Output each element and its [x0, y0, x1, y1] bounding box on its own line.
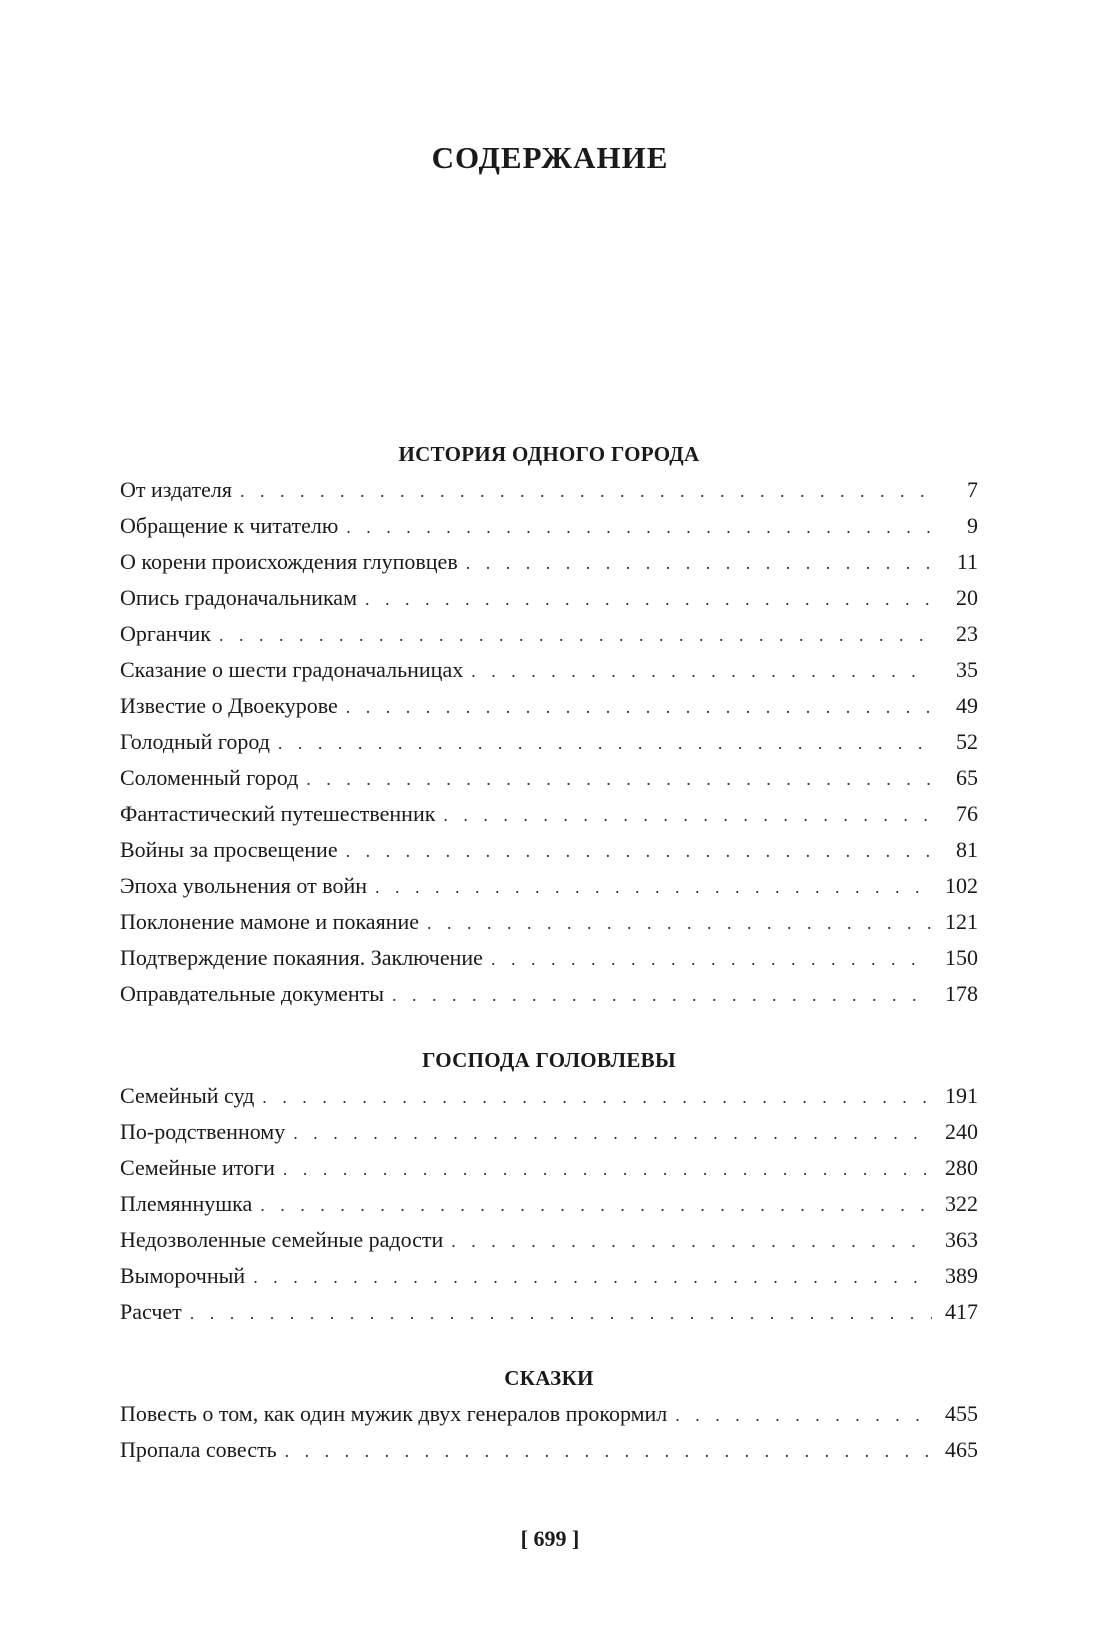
- toc-entry: [120, 472, 978, 508]
- entry-page-number: 455: [945, 1401, 978, 1426]
- toc-entry: [120, 796, 978, 832]
- entry-page-number: 389: [945, 1263, 978, 1288]
- entry-title: Семейный суд: [120, 1083, 255, 1108]
- entry-page-number: 363: [945, 1227, 978, 1252]
- entry-page-number: 7: [967, 477, 978, 502]
- dot-leader: [427, 905, 932, 941]
- toc-entry: [120, 580, 978, 616]
- toc-entry: [120, 832, 978, 868]
- toc-section: [120, 436, 978, 1012]
- entry-page-number: 417: [945, 1299, 978, 1324]
- dot-leader: [375, 869, 932, 905]
- dot-leader: [260, 1187, 932, 1223]
- entry-title: Повесть о том, как один мужик двух генералов прокормил: [120, 1401, 668, 1426]
- entry-title: Семейные итоги: [120, 1155, 275, 1180]
- entry-title: Соломенный город: [120, 765, 299, 790]
- entry-title: Обращение к читателю: [120, 513, 339, 538]
- entry-title: Известие о Двоекурове: [120, 693, 338, 718]
- toc-entry: [120, 1258, 978, 1294]
- toc-entry: [120, 976, 978, 1012]
- entry-page-number: 35: [956, 657, 978, 682]
- dot-leader: [471, 653, 932, 689]
- entry-page-number: 280: [945, 1155, 978, 1180]
- dot-leader: [346, 833, 932, 869]
- dot-leader: [285, 1433, 932, 1469]
- toc-entry: [120, 544, 978, 580]
- entry-title: Подтверждение покаяния. Заключение: [120, 945, 483, 970]
- entry-page-number: 121: [945, 909, 978, 934]
- dot-leader: [392, 977, 932, 1013]
- section-heading: СКАЗКИ: [504, 1366, 594, 1390]
- entry-title: Сказание о шести градоначальницах: [120, 657, 464, 682]
- toc-entry: [120, 868, 978, 904]
- dot-leader: [346, 689, 932, 725]
- toc-entry: [120, 1396, 978, 1432]
- toc-entry: [120, 1432, 978, 1468]
- toc-entry: [120, 616, 978, 652]
- toc-entry: [120, 1294, 978, 1330]
- dot-leader: [306, 761, 932, 797]
- entry-title: По-родственному: [120, 1119, 286, 1144]
- dot-leader: [240, 473, 932, 509]
- entry-title: О корени происхождения глуповцев: [120, 549, 458, 574]
- dot-leader: [262, 1079, 932, 1115]
- dot-leader: [443, 797, 932, 833]
- toc-entry: [120, 1150, 978, 1186]
- entry-title: Расчет: [120, 1299, 182, 1324]
- entry-page-number: 102: [945, 873, 978, 898]
- section-heading: ИСТОРИЯ ОДНОГО ГОРОДА: [398, 442, 700, 466]
- toc-entry: [120, 688, 978, 724]
- entry-page-number: 322: [945, 1191, 978, 1216]
- entry-title: От издателя: [120, 477, 232, 502]
- entry-page-number: 178: [945, 981, 978, 1006]
- dot-leader: [466, 545, 932, 581]
- dot-leader: [253, 1259, 932, 1295]
- page-number: [ 699 ]: [520, 1526, 580, 1551]
- toc-entry: [120, 1186, 978, 1222]
- entry-title: Эпоха увольнения от войн: [120, 873, 367, 898]
- entry-page-number: 20: [956, 585, 978, 610]
- toc-entry: [120, 760, 978, 796]
- dot-leader: [346, 509, 932, 545]
- entry-title: Племяннушка: [120, 1191, 253, 1216]
- toc-section: [120, 1360, 978, 1468]
- toc-entry: [120, 940, 978, 976]
- dot-leader: [675, 1397, 932, 1433]
- dot-leader: [283, 1151, 932, 1187]
- entry-title: Голодный город: [120, 729, 270, 754]
- entry-page-number: 9: [967, 513, 978, 538]
- entry-title: Недозволенные семейные радости: [120, 1227, 444, 1252]
- toc-section: [120, 1042, 978, 1330]
- section-heading: ГОСПОДА ГОЛОВЛЕВЫ: [422, 1048, 676, 1072]
- entry-title: Органчик: [120, 621, 211, 646]
- dot-leader: [190, 1295, 932, 1331]
- entry-page-number: 81: [956, 837, 978, 862]
- entry-title: Опись градоначальникам: [120, 585, 357, 610]
- entry-page-number: 49: [956, 693, 978, 718]
- toc-entry: [120, 1114, 978, 1150]
- entry-page-number: 240: [945, 1119, 978, 1144]
- entry-page-number: 465: [945, 1437, 978, 1462]
- entry-title: Пропала совесть: [120, 1437, 277, 1462]
- entry-page-number: 11: [956, 549, 978, 574]
- dot-leader: [293, 1115, 932, 1151]
- dot-leader: [491, 941, 932, 977]
- dot-leader: [451, 1223, 932, 1259]
- toc-entry: [120, 1222, 978, 1258]
- entry-page-number: 150: [945, 945, 978, 970]
- table-of-contents: [120, 436, 978, 1468]
- entry-page-number: 191: [945, 1083, 978, 1108]
- toc-entry: [120, 904, 978, 940]
- toc-entry: [120, 1078, 978, 1114]
- entry-title: Войны за просвещение: [120, 837, 338, 862]
- entry-page-number: 23: [956, 621, 978, 646]
- entry-title: Выморочный: [120, 1263, 246, 1288]
- entry-title: Фантастический путешественник: [120, 801, 436, 826]
- toc-entry: [120, 652, 978, 688]
- dot-leader: [219, 617, 932, 653]
- entry-page-number: 52: [956, 729, 978, 754]
- toc-entry: [120, 724, 978, 760]
- entry-page-number: 65: [956, 765, 978, 790]
- entry-title: Поклонение мамоне и покаяние: [120, 909, 419, 934]
- dot-leader: [278, 725, 932, 761]
- toc-entry: [120, 508, 978, 544]
- dot-leader: [365, 581, 932, 617]
- entry-title: Оправдательные документы: [120, 981, 384, 1006]
- page-title: СОДЕРЖАНИЕ: [431, 140, 669, 175]
- section-gap: [120, 1330, 978, 1360]
- section-gap: [120, 1012, 978, 1042]
- entry-page-number: 76: [956, 801, 978, 826]
